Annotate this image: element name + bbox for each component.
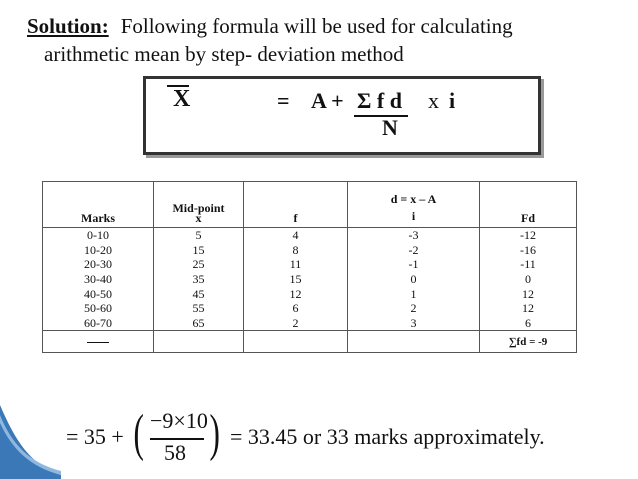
cell-fd: 12 [480, 286, 577, 301]
solution-line-1 [27, 12, 513, 40]
header-d: d = x – A i [348, 182, 480, 228]
header-midpoint: Mid-point x [154, 182, 244, 228]
cell-marks: 30-40 [43, 272, 154, 287]
table-row [43, 228, 577, 243]
result-numerator: −9×10 [150, 408, 208, 433]
cell-f: 6 [244, 301, 348, 316]
cell-d: 0 [348, 272, 480, 287]
formula-a-plus: A + [311, 88, 344, 113]
cell-f: 11 [244, 257, 348, 272]
cell-d: 2 [348, 301, 480, 316]
cell-f: 8 [244, 243, 348, 258]
cell-marks: 0-10 [43, 228, 154, 243]
cell-f: 12 [244, 286, 348, 301]
decorative-wave [0, 405, 61, 479]
cell-fd: 6 [480, 316, 577, 331]
cell-midpoint: 35 [154, 272, 244, 287]
cell-midpoint: 55 [154, 301, 244, 316]
formula-numerator: Σ f d [357, 88, 402, 113]
formula-i: i [449, 88, 456, 113]
formula-fraction-line [354, 115, 408, 117]
result-denominator: 58 [164, 440, 186, 465]
header-f: f [244, 182, 348, 228]
table-total-row [43, 331, 577, 353]
cell-marks: 40-50 [43, 286, 154, 301]
cell-marks: 50-60 [43, 301, 154, 316]
cell-marks: 20-30 [43, 257, 154, 272]
cell-fd: 12 [480, 301, 577, 316]
formula-times: x [428, 88, 439, 113]
result-paren-left: ( [133, 405, 144, 462]
cell-d: -2 [348, 243, 480, 258]
solution-label: Solution: [27, 14, 109, 38]
cell-fd: -16 [480, 243, 577, 258]
cell-d: -3 [348, 228, 480, 243]
table-row [43, 257, 577, 272]
formula-denominator: N [382, 115, 398, 140]
cell-d: -1 [348, 257, 480, 272]
formula-lhs: X [173, 86, 191, 112]
cell-midpoint: 15 [154, 243, 244, 258]
total-fd: ∑fd = -9 [480, 331, 577, 353]
cell-d: 1 [348, 286, 480, 301]
result-suffix: = 33.45 or 33 marks approximately. [230, 424, 545, 449]
cell-midpoint: 65 [154, 316, 244, 331]
total-dash [43, 331, 154, 353]
solution-line-2: arithmetic mean by step- deviation method [44, 42, 404, 66]
table-row [43, 286, 577, 301]
cell-f: 4 [244, 228, 348, 243]
cell-fd: 0 [480, 272, 577, 287]
result-prefix: = 35 + [66, 424, 124, 449]
table-row [43, 301, 577, 316]
cell-midpoint: 25 [154, 257, 244, 272]
cell-marks: 10-20 [43, 243, 154, 258]
cell-marks: 60-70 [43, 316, 154, 331]
cell-midpoint: 45 [154, 286, 244, 301]
header-fd: Fd [480, 182, 577, 228]
data-table [42, 181, 577, 353]
solution-text-1: Following formula will be used for calculating [120, 14, 513, 38]
table-row [43, 272, 577, 287]
header-marks: Marks [43, 182, 154, 228]
table-row [43, 316, 577, 331]
cell-f: 2 [244, 316, 348, 331]
table-header-row [43, 182, 577, 228]
cell-d: 3 [348, 316, 480, 331]
table-row [43, 243, 577, 258]
result-paren-right: ) [209, 405, 220, 462]
cell-f: 15 [244, 272, 348, 287]
cell-fd: -12 [480, 228, 577, 243]
formula-equals: = [277, 88, 290, 113]
cell-midpoint: 5 [154, 228, 244, 243]
cell-fd: -11 [480, 257, 577, 272]
